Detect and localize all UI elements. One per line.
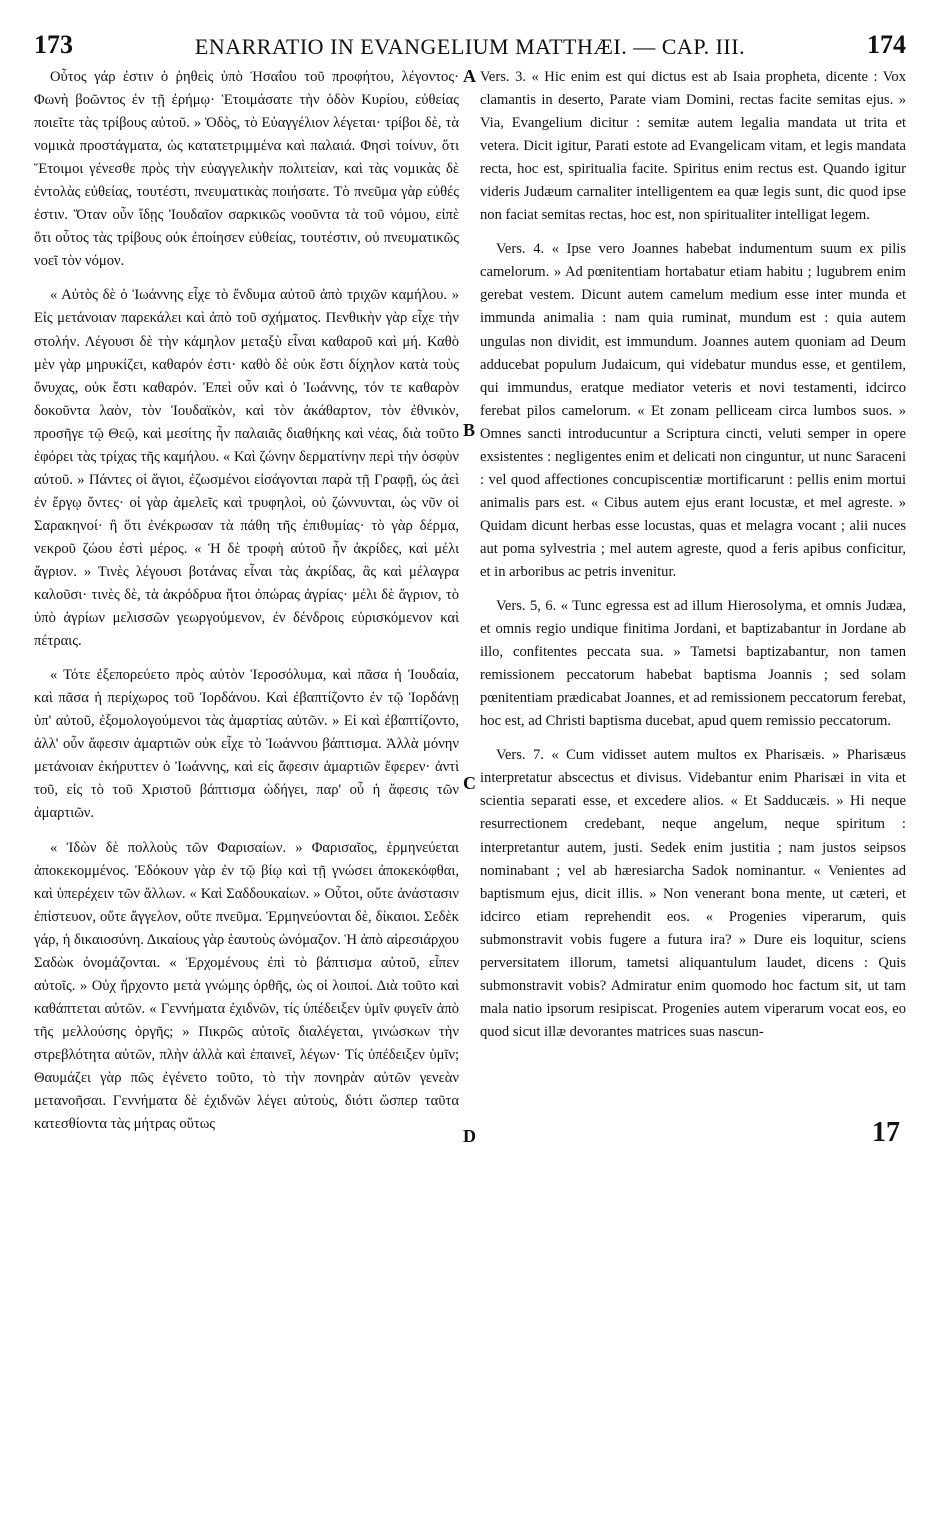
latin-paragraph: Vers. 3. « Hic enim est qui dictus est ab Isaia propheta, dicente : Vox clamantis in deserto, Parate viam Domini, rectas facite semitas ejus. » Via, Evangelium dicitur : semitæ autem legalia mandata ut trita et vetera. Dicit igitur, Parati estote ad Evangelicam vitam, et legis mandata recta, hoc est, spiritualia facite. Spiritus enim rectus est. Quando igitur videris Judæum carnaliter intelligentem ea quæ legis sunt, dic quod ipse non faciat semitas rectas, hoc est, non spiritualiter intelligat legem.	[480, 69, 906, 224]
latin-paragraph: Vers. 7. « Cum vidisset autem multos ex Pharisæis. » Pharisæus interpretatur abscectus et divisus. Videbantur enim Pharisæi in vita et scientia separati esse, et excedere alios. « Et Sadducæis. » Hi neque resurrectionem credebant, neque angelum, neque spiritum : interpretantur autem, justi. Sedek enim justitia ; nam justos seipsos nominabant ; vel ab hæresiarcha Sadok nominantur. « Venientes ad baptismum ejus, dicit illis. » Non venerant bona mente, ut cæteri, et idcirco etiam reprehendit eos. « Progenies viperarum, quis submonstravit vobis fugere a futura ira? » Dure eis loquitur, sciens perversitatem illorum, tametsi aliquantulum laudet, dicens : Quis submonstravit vobis? Admiratur enim quomodo hoc factum sit, ut tam mala natio ipsorum resipiscat. Progenies autem viperarum vocat eos, eo quod sicut illæ devorantes matrices suas nascun-	[480, 747, 906, 1040]
section-marker-b: B	[463, 420, 476, 440]
greek-paragraph: Οὗτος γάρ ἐστιν ὁ ῥηθεὶς ὑπὸ Ἡσαΐου τοῦ προφήτου, λέγοντος· Φωνὴ βοῶντος ἐν τῇ ἐρήμῳ· Ἑτοιμάσατε τὴν ὁδὸν Κυρίου, εὐθείας ποιεῖτε τὰς τρίβους αὐτοῦ. » Ὁδὸς, τὸ Εὐαγγέλιον λέγεται· τρίβοι δὲ, τὰ νομικὰ προστάγματα, ὡς κατατετριμμένα καὶ παλαιά. Φησὶ τοίνυν, ὅτι Ἕτοιμοι γένεσθε πρὸς τὴν εὐαγγελικὴν πολιτείαν, καὶ τὰς νομικὰς δὲ ἐντολὰς εὐθείας, τουτέστι, πνευματικὰς ποιήσατε. Τὸ πνεῦμα γὰρ εὐθές ἐστιν. Ὅταν οὖν ἴδῃς Ἰουδαῖον σαρκικῶς νοοῦντα τὰ τοῦ νόμου, εἰπὲ ὅτι οὗτος τὰς τρίβους οὐκ ἐποίησεν εὐθείας, τουτέστιν, οὐ πνευματικῶς νοεῖ τὸν νόμον.	[34, 69, 459, 270]
greek-paragraph: « Ἰδὼν δὲ πολλοὺς τῶν Φαρισαίων. » Φαρισαῖος, ἑρμηνεύεται ἀποκεκομμένος. Ἐδόκουν γὰρ ἐν τῷ βίῳ καὶ τῇ γνώσει ἀποκεκόφθαι, καὶ ὑπερέχειν τῶν ἄλλων. « Καὶ Σαδδουκαίων. » Οὗτοι, οὔτε ἀνάστασιν ἐπίστευον, οὔτε ἄγγελον, οὔτε πνεῦμα. Ἑρμηνεύονται δὲ, δίκαιοι. Σεδὲκ γάρ, ἡ δικαιοσύνη. Δικαίους γὰρ ἑαυτοὺς ὠνόμαζον. Ἡ ἀπὸ αἱρεσιάρχου Σαδὼκ ὀνομάζονται. « Ἐρχομένους ἐπὶ τὸ βάπτισμα αὐτοῦ, εἶπεν αὐτοῖς. » Οὐχ ἤρχοντο μετὰ γνώμης ὀρθῆς, ὡς οἱ λοιποί. Διὰ τοῦτο καὶ καθάπτεται αὐτῶν. « Γεννήματα ἐχιδνῶν, τίς ὑπέδειξεν ὑμῖν φυγεῖν ἀπὸ τῆς μελλούσης ὀργῆς; » Πικρῶς αὐτοῖς διαλέγεται, γινώσκων τὴν στρεβλότητα αὐτῶν, πλὴν ἀλλὰ καὶ ἐπαινεῖ, λέγων· Τίς ὑπέδειξεν ὑμῖν; Θαυμάζει γὰρ πῶς ἐγένετο τοῦτο, τὸ τὴν πονηρὰν αὐτῶν γενεὰν μετανοῆσαι. Γεννήματα δὲ ἐχιδνῶν λέγει αὐτοὺς, διότι ὥσπερ ταῦτα κατεσθίοντα τὰς μήτρας οὕτως	[34, 839, 459, 1133]
greek-paragraph: « Αὐτὸς δὲ ὁ Ἰωάννης εἶχε τὸ ἔνδυμα αὐτοῦ ἀπὸ τριχῶν καμήλου. » Εἰς μετάνοιαν παρεκάλει καὶ ἀπὸ τοῦ σχήματος. Πενθικὴν γὰρ εἶχε τὴν στολήν. Λέγουσι δὲ τὴν κάμηλον μεταξὺ εἶναι καθαροῦ καὶ μή. Καθὸ μὲν γὰρ μηρυκίζει, καθαρόν ἐστι· καθὸ δὲ οὐκ ἔστι δίχηλον κατὰ τοὺς ὄνυχας, οὐκ ἔστι καθαρόν. Ἐπεὶ οὖν καὶ ὁ Ἰωάννης, τόν τε καθαρὸν δοκοῦντα λαὸν, τὸν Ἰουδαϊκὸν, καὶ τὸν ἀκάθαρτον, τὸν ἐθνικὸν, προσῆγε τῷ Θεῷ, καὶ μεσίτης ἦν παλαιᾶς διαθήκης καὶ νέας, διὰ τοῦτο ἐφόρει τὰς τρίχας τῆς καμήλου. « Καὶ ζώνην δερματίνην περὶ τὴν ὀσφὺν αὐτοῦ. » Πάντες οἱ ἅγιοι, ἐζωσμένοι εἰσάγονται παρὰ τῇ Γραφῇ, ὡς ἀεὶ ἐν ἔργῳ ὄντες· οἱ γὰρ ἀμελεῖς καὶ τρυφηλοὶ, οὐ ζώννυνται, ὡς νῦν οἱ Σαρακηνοί· ἢ ὅτι ἐνέκρωσαν τὰ πάθη τῆς ἐπιθυμίας· τὸ γὰρ δέρμα, νεκροῦ ζώου ἐστὶ μέρος. « Ἡ δὲ τροφὴ αὐτοῦ ἦν ἀκρίδες, καὶ μέλι ἄγριον. » Τινὲς λέγουσι βοτάνας εἶναι τὰς ἀκρίδας, ἃς καὶ μέλαγρα καλοῦσι· τινὲς δὲ, τὰ ἀκρόδρυα ἤτοι ὀπώρας ἀγρίας· μέλι δὲ ἄγριον, τὸ ὑπὸ ἀγρίων μελισσῶν γεωργούμενον, ἐν δένδροις εὑρισκόμενον καὶ πέτραις.	[34, 287, 459, 650]
latin-paragraph: Vers. 5, 6. « Tunc egressa est ad illum Hierosolyma, et omnis Judæa, et omnis regio undique finitima Jordani, et baptizabantur in Jordane ab illo, confitentes peccata sua. » Tametsi baptizabantur, non tamen remissionem peccatorum habebat baptisma Joannis ; sed solam pœnitentiam prædicabat Joannes, et ad remissionem peccatorum ferebat, hoc est, ad Christi baptisma ducebat, apud quem remissio peccatorum.	[480, 598, 906, 730]
running-header	[34, 30, 906, 60]
section-marker-a: A	[463, 66, 476, 86]
greek-paragraph: « Τότε ἐξεπορεύετο πρὸς αὐτὸν Ἱεροσόλυμα, καὶ πᾶσα ἡ Ἰουδαία, καὶ πᾶσα ἡ περίχωρος τοῦ Ἰορδάνου. Καὶ ἐβαπτίζοντο ἐν τῷ Ἰορδάνῃ ὑπ' αὐτοῦ, ἐξομολογούμενοι τὰς ἁμαρτίας αὐτῶν. » Εἰ καὶ ἐβαπτίζοντο, ἀλλ' οὖν ἄφεσιν ἁμαρτιῶν οὐκ εἶχε τὸ Ἰωάννου βάπτισμα. Ἀλλὰ μόνην μετάνοιαν ἐκήρυττεν ὁ Ἰωάννης, καὶ εἰς ἄφεσιν ἁμαρτιῶν ἔφερεν· ἀντὶ τοῦ, εἰς τὸ τοῦ Χριστοῦ βάπτισμα ὡδήγει, παρ' οὗ ἡ ἄφεσις τῶν ἁμαρτιῶν.	[34, 667, 459, 822]
running-title: ENARRATIO IN EVANGELIUM MATTHÆI. — CAP. III.	[194, 34, 746, 59]
greek-text-column	[34, 66, 459, 1136]
page-number-left: 173	[34, 30, 73, 59]
section-marker-d: D	[463, 1126, 476, 1146]
latin-paragraph: Vers. 4. « Ipse vero Joannes habebat indumentum suum ex pilis camelorum. » Ad pœnitentiam hortabatur etiam habitu ; lugubrem enim gerebat vestem. Dicunt autem camelum medium esse inter munda et immunda animalia : nam quia ruminat, mundum est : quia autem ungulas non dividit, est immundum. Joannes autem quoniam ad Deum adducebat populum Judaicum, qui videbatur mundus esse, et gentilem, qui immundus, eratque mediator veteris et novi testamenti, idcirco ferebat pilos camelorum. « Et zonam pelliceam circa lumbos suos. » Omnes sancti introducuntur a Scriptura cincti, veluti semper in opere exsistentes : negligentes enim et delicati non cinguntur, ut nunc Saraceni : vel quod affectiones concupiscentiæ mortificarunt : pellis enim mortui animalis pars est. « Cibus autem ejus erant locustæ, et mel agreste. » Quidam dicunt herbas esse locustas, quas et melagra vocant ; alii nuces aut poma sylvestria ; mel autem agreste, quod a feris apibus conficitur, et in arboribus ac petris invenitur.	[480, 241, 906, 580]
page-number-right: 174	[867, 30, 906, 59]
column-margin-number: 17	[872, 1117, 900, 1148]
section-marker-c: C	[463, 773, 476, 793]
latin-text-column	[480, 66, 906, 1044]
